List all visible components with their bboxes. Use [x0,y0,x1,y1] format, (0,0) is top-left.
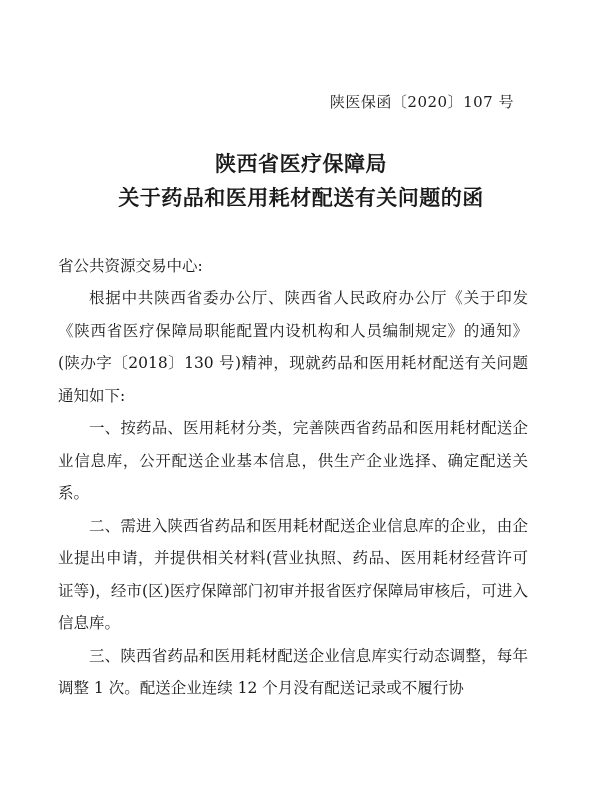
document-title-line-2: 关于药品和医用耗材配送有关问题的函 [118,185,484,210]
paragraph-item-3: 三、陕西省药品和医用耗材配送企业信息库实行动态调整，每年调整 1 次。配送企业连续 12 个月没有配送记录或不履行协 [58,646,528,697]
addressee: 省公共资源交易中心: [58,257,203,275]
paragraph-item-2: 二、需进入陕西省药品和医用耗材配送企业信息库的企业，由企业提出申请，并提供相关材料(营业执照、药品、医用耗材经营许可证等)，经市(区)医疗保障部门初审并报省医疗保障局审核后，可进入信息库。 [58,516,528,632]
paragraph-item-1: 一、按药品、医用耗材分类，完善陕西省药品和医用耗材配送企业信息库，公开配送企业基本信息，供生产企业选择、确定配送关系。 [58,419,528,502]
paragraph-intro: 根据中共陕西省委办公厅、陕西省人民政府办公厅《关于印发《陕西省医疗保障局职能配置内设机构和人员编制规定》的通知》(陕办字〔2018〕130 号)精神，现就药品和医用耗材配送有关问题通知如下: [58,289,528,405]
document-body [58,282,528,705]
document-title-line-1: 陕西省医疗保障局 [215,151,387,176]
document-number: 陕医保函〔2020〕107 号 [329,93,514,111]
